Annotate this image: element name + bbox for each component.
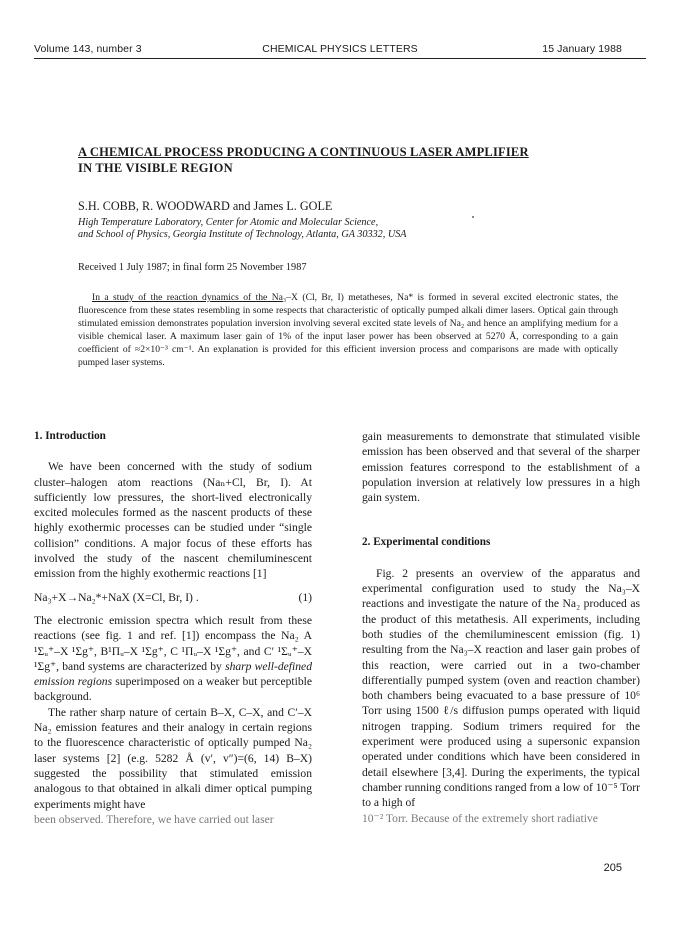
title-line-1: A CHEMICAL PROCESS PRODUCING A CONTINUOUS LASER AMPLIFIER — [78, 145, 529, 159]
affiliation-line-1: High Temperature Laboratory, Center for Atomic and Molecular Science, — [78, 217, 379, 228]
journal-volume: Volume 143, number 3 — [34, 43, 142, 55]
equation-1 — [34, 590, 312, 605]
intro-paragraph-1: We have been concerned with the study of sodium cluster–halogen atom reactions (Naₙ+Cl, Br, I). At sufficiently low pressures, the short-lived electronically excited molecules formed as the nascent products of these highly exothermic processes can be studied under “single collision” conditions. A major focus of these efforts has involved the study of the nascent chemiluminescent emission from the highly exothermic reactions [1] — [34, 460, 312, 581]
abstract-lead: In a study of the reaction dynamics of the Na — [92, 292, 283, 303]
intro-paragraph-2b: superimposed on a weaker but perceptible background. — [34, 675, 312, 704]
intro-paragraph-3-last-line: been observed. Therefore, we have carried out laser — [34, 812, 274, 826]
authors: S.H. COBB, R. WOODWARD and James L. GOLE — [78, 199, 333, 213]
continued-paragraph: gain measurements to demonstrate that stimulated visible emission has been observed and that several of the sharper emission features correspond to the establishment of a population inversion at relatively low pressures in a high gain system. — [362, 430, 640, 505]
left-column — [34, 429, 312, 827]
intro-paragraph-3: The rather sharp nature of certain B–X, C–X, and C′–X Na₂ emission features and their analogy in certain regions to the fluorescence characteristic of optically pumped Na₂ laser systems [2] (e.g. 5282 Å (v′, v″)=(6, 14) B–X) suggested the possibility that stimulated emission analogous to that obtained in alkali dimer optical pumping experiments might have — [34, 705, 312, 811]
section-heading-introduction: 1. Introduction — [34, 430, 106, 442]
title-line-2: IN THE VISIBLE REGION — [78, 161, 233, 175]
right-column — [362, 429, 640, 826]
affiliation — [78, 217, 407, 241]
page-number: 205 — [603, 862, 622, 874]
abstract — [78, 292, 618, 369]
abstract-body: metatheses, Na* is formed in several excited electronic states, the fluorescence from these states resembling in some respects that characteristic of optically pumped alkali dimer lasers. Optical gain through stimulated emission demonstrates population inversion involving several excited state levels of Na₂ and hence an amplifying medium for a visible chemical laser. A maximum laser gain of 1% of the input laser power has been observed at 5270 Å, corresponding to a gain coefficient of ≈2×10⁻³ cm⁻¹. An explanation is provided for this efficient inversion process and comparisons are made with optically pumped laser systems. — [78, 292, 618, 368]
experimental-paragraph: Fig. 2 presents an overview of the apparatus and experimental configuration used to study the Na₃–X reactions and investigate the nature of the Na₂ produced as the product of this metathesis. All experiments, including both studies of the chemiluminescent emission (fig. 1) resulting from the Na₃–X reaction and laser gain probes of this reaction, were carried out in a two-chamber differentially pumped system (oven and reaction chamber) both chambers being evacuated to a base pressure of 10⁶ Torr using 1500 ℓ/s diffusion pumps operated with liquid nitrogen trapping. Sodium trimers required for the experiment were produced using a supersonic expansion operated under conditions which have been considered in detail elsewhere [3,4]. During the experiments, the typical chamber running conditions ranged from a low of 10⁻⁵ Torr to a high of — [362, 566, 640, 810]
intro-paragraph-2 — [34, 613, 312, 705]
received-dates: Received 1 July 1987; in final form 25 November 1987 — [78, 262, 307, 273]
header-rule — [34, 58, 646, 59]
equation-text: Na₃+X→Na₂*+NaX (X=Cl, Br, I) . — [34, 590, 199, 604]
equation-number: (1) — [298, 590, 312, 604]
intro-paragraph-2a: The electronic emission spectra which result from these reactions (see fig. 1 and ref. [1]) encompass the Na₂ A ¹Σᵤ⁺–X ¹Σg⁺, B¹Πᵤ–X ¹Σg⁺, C ¹Πᵤ–X ¹Σg⁺, and C′ ¹Σᵤ⁺–X ¹Σg⁺, band systems are characterized by — [34, 613, 312, 673]
article-title — [78, 144, 529, 176]
journal-name: CHEMICAL PHYSICS LETTERS — [262, 43, 418, 55]
abstract-formula: ₃–X (Cl, Br, I) — [282, 292, 344, 303]
affiliation-line-2: and School of Physics, Georgia Institute of Technology, Atlanta, GA 30332, USA — [78, 229, 407, 240]
print-speck — [472, 216, 474, 218]
emphasis-text: sharp well-defined emission regions — [34, 659, 312, 689]
issue-date: 15 January 1988 — [542, 43, 622, 55]
experimental-paragraph-last-line: 10⁻² Torr. Because of the extremely short radiative — [362, 811, 598, 825]
section-heading-experimental: 2. Experimental conditions — [362, 536, 491, 549]
